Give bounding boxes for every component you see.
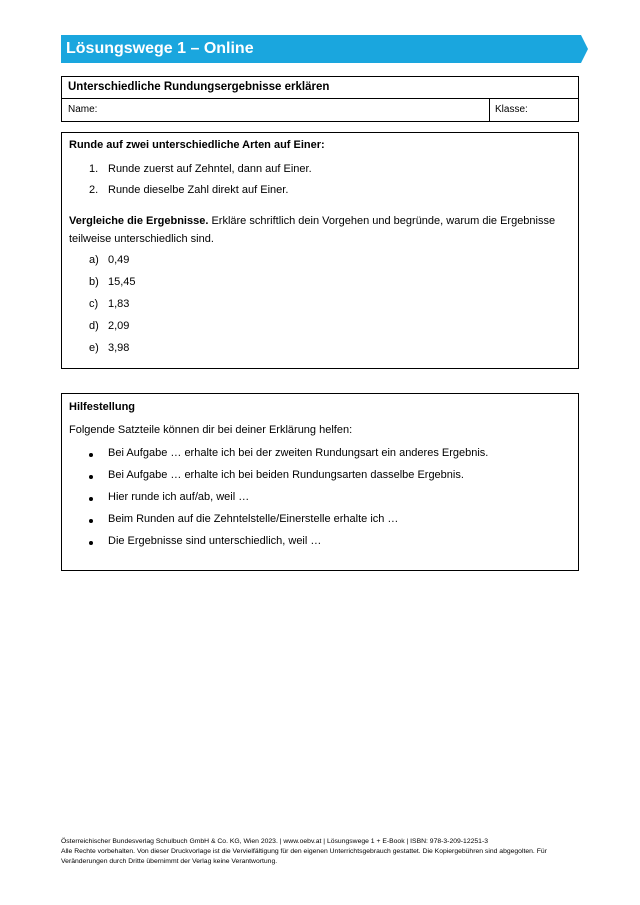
banner-title: Lösungswege 1 – Online [66, 40, 254, 57]
bullet-text: Bei Aufgabe … erhalte ich bei beiden Rundungsarten dasselbe Ergebnis. [108, 469, 464, 481]
item-label: e) [89, 342, 99, 354]
item-label: b) [89, 276, 99, 288]
item-label: c) [89, 298, 99, 310]
bullet-icon [89, 541, 93, 545]
item-value: 2,09 [108, 320, 130, 332]
bullet-icon [89, 519, 93, 523]
task-heading: Runde auf zwei unterschiedliche Arten auf Einer: [69, 139, 325, 151]
name-field: Name: [62, 99, 490, 121]
step-number: 1. [89, 163, 99, 175]
item-value: 1,83 [108, 298, 130, 310]
item-label: a) [89, 254, 99, 266]
worksheet-header [61, 76, 579, 122]
page-footer [61, 837, 581, 867]
footer-line-2: Alle Rechte vorbehalten. Von dieser Druckvorlage ist die Vervielfältigung für den eigenen Unterrichtsgebrauch gestattet. Die Kopiergebühren sind abgegolten. Für Veränderungen durch Dritte übernimmt der Verlag keine Verantwortung. [61, 848, 547, 865]
bullet-text: Die Ergebnisse sind unterschiedlich, weil … [108, 535, 322, 547]
step-text: Runde dieselbe Zahl direkt auf Einer. [108, 184, 289, 196]
compare-text: Erkläre schriftlich dein Vorgehen und begründe, warum die Ergebnisse teilweise unterschiedlich sind. [69, 215, 556, 245]
bullet-text: Bei Aufgabe … erhalte ich bei der zweiten Rundungsart ein anderes Ergebnis. [108, 447, 489, 459]
help-intro: Folgende Satzteile können dir bei deiner Erklärung helfen: [69, 424, 353, 436]
class-field: Klasse: [495, 104, 528, 115]
help-box [61, 393, 579, 571]
bullet-text: Beim Runden auf die Zehntelstelle/Einerstelle erhalte ich … [108, 513, 399, 525]
worksheet-title: Unterschiedliche Rundungsergebnisse erklären [62, 77, 578, 99]
item-value: 15,45 [108, 276, 136, 288]
bullet-icon [89, 475, 93, 479]
footer-line-1: Österreichischer Bundesverlag Schulbuch GmbH & Co. KG, Wien 2023. | www.oebv.at | Lösungswege 1 + E-Book | ISBN: 978-3-209-12251-3 [61, 838, 488, 845]
bullet-text: Hier runde ich auf/ab, weil … [108, 491, 250, 503]
help-heading: Hilfestellung [69, 401, 136, 413]
bullet-icon [89, 453, 93, 457]
item-value: 0,49 [108, 254, 130, 266]
step-text: Runde zuerst auf Zehntel, dann auf Einer. [108, 163, 312, 175]
compare-instruction [69, 212, 564, 248]
step-number: 2. [89, 184, 99, 196]
bullet-icon [89, 497, 93, 501]
item-value: 3,98 [108, 342, 130, 354]
task-box [61, 132, 579, 369]
compare-bold: Vergleiche die Ergebnisse. [69, 215, 209, 227]
item-label: d) [89, 320, 99, 332]
